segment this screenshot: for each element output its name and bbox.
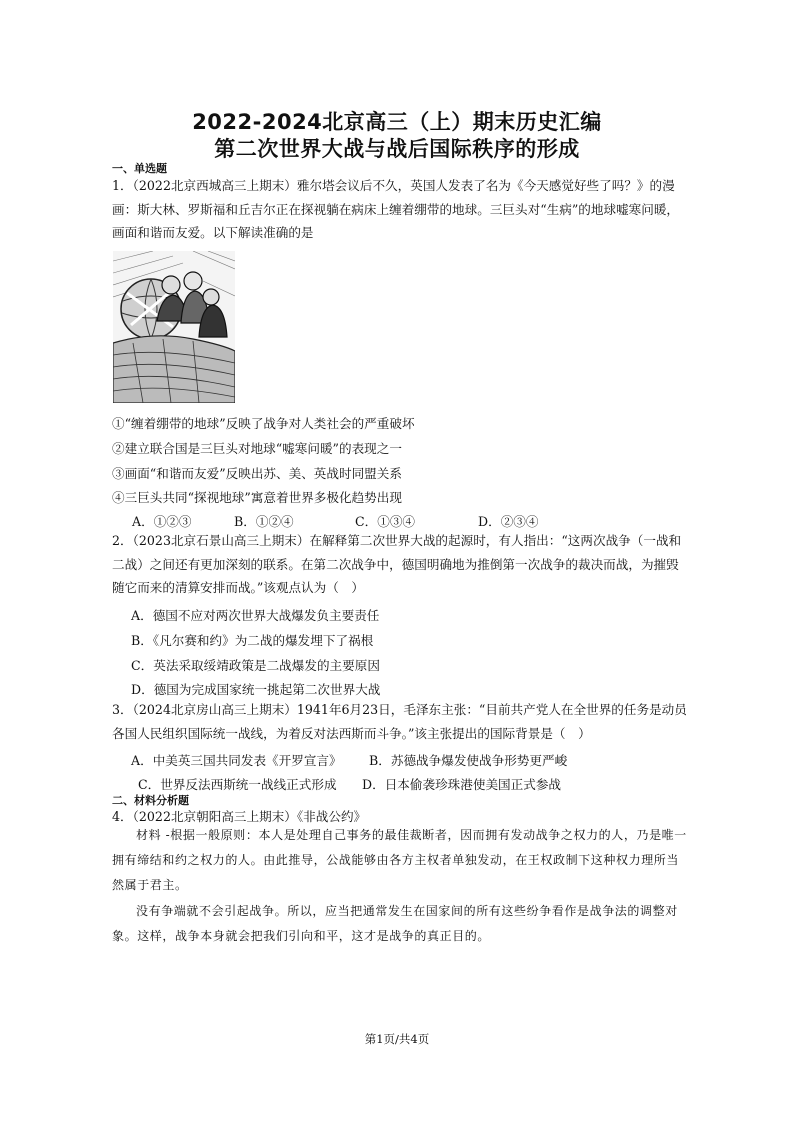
question-1-option-d[interactable]: D．②③④ [478,514,539,529]
question-1-option-a[interactable]: A．①②③ [132,514,192,529]
question-1-option-b[interactable]: B．①②④ [234,514,294,529]
question-2-option-b[interactable]: B．《凡尔赛和约》为二战的爆发埋下了祸根 [131,633,374,648]
question-3-option-c[interactable]: C．世界反法西斯统一战线正式形成 [138,777,337,792]
question-1-stem: 1．（2022北京西城高三上期末）雅尔塔会议后不久，英国人发表了名为《今天感觉好些了吗？》的漫画：斯大林、罗斯福和丘吉尔正在探视躺在病床上缠着绷带的地球。三巨头对“生病”的地球嘘寒问暖，画面和谐而友爱。以下解读准确的是 [112,178,680,240]
question-4-material-paragraph-1: 材料 -根据一般原则：本人是处理自己事务的最佳裁断者，因而拥有发动战争之权力的人，乃是唯一拥有缔结和约之权力的人。由此推导，公战能够由各方主权者单独发动，在王权政制下这种权力理所当然属于君主。 [112,828,687,892]
page-title: 2022-2024北京高三（上）期末历史汇编 [192,110,602,134]
cartoon-illustration [113,251,235,403]
section-heading-single-choice: 一、单选题 [112,162,167,175]
question-3-option-b[interactable]: B．苏德战争爆发使战争形势更严峻 [369,753,568,768]
question-2-option-a[interactable]: A．德国不应对两次世界大战爆发负主要责任 [131,608,380,623]
section-heading-material-analysis: 二、材料分析题 [112,794,189,807]
question-1-statement-3: ③画面“和谐而友爱”反映出苏、美、英战时同盟关系 [112,466,402,481]
question-4-stem: 4．（2022北京朝阳高三上期末）《非战公约》 [112,809,367,824]
question-3-option-a[interactable]: A．中美英三国共同发表《开罗宣言》 [131,753,342,768]
question-1-statement-1: ①“缠着绷带的地球”反映了战争对人类社会的严重破坏 [112,416,415,431]
question-2-option-c[interactable]: C．英法采取绥靖政策是二战爆发的主要原因 [131,658,380,673]
question-1-option-c[interactable]: C．①③④ [355,514,416,529]
page-number-footer: 第1页/共4页 [364,1032,430,1046]
question-2-option-d[interactable]: D．德国为完成国家统一挑起第二次世界大战 [131,682,381,697]
question-3-stem: 3．（2024北京房山高三上期末）1941年6月23日，毛泽东主张：“目前共产党人在全世界的任务是动员各国人民组织国际统一战线，为着反对法西斯而斗争。”该主张提出的国际背景是（ ） [112,702,687,741]
page-subtitle: 第二次世界大战与战后国际秩序的形成 [214,137,580,161]
question-2-stem: 2．（2023北京石景山高三上期末）在解释第二次世界大战的起源时，有人指出：“这两次战争（一战和二战）之间还有更加深刻的联系。在第二次战争中，德国明确地为推倒第一次战争的裁决而战，为摧毁随它而来的清算安排而战。”该观点认为（ ） [112,533,682,595]
question-1-statement-4: ④三巨头共同“探视地球”寓意着世界多极化趋势出现 [112,490,402,505]
question-4-material-paragraph-2: 没有争端就不会引起战争。所以，应当把通常发生在国家间的所有这些纷争看作是战争法的调整对象。这样，战争本身就会把我们引向和平，这才是战争的真正目的。 [112,904,678,943]
question-3-option-d[interactable]: D．日本偷袭珍珠港使美国正式参战 [362,777,562,792]
question-1-statement-2: ②建立联合国是三巨头对地球“嘘寒问暖”的表现之一 [112,441,402,456]
